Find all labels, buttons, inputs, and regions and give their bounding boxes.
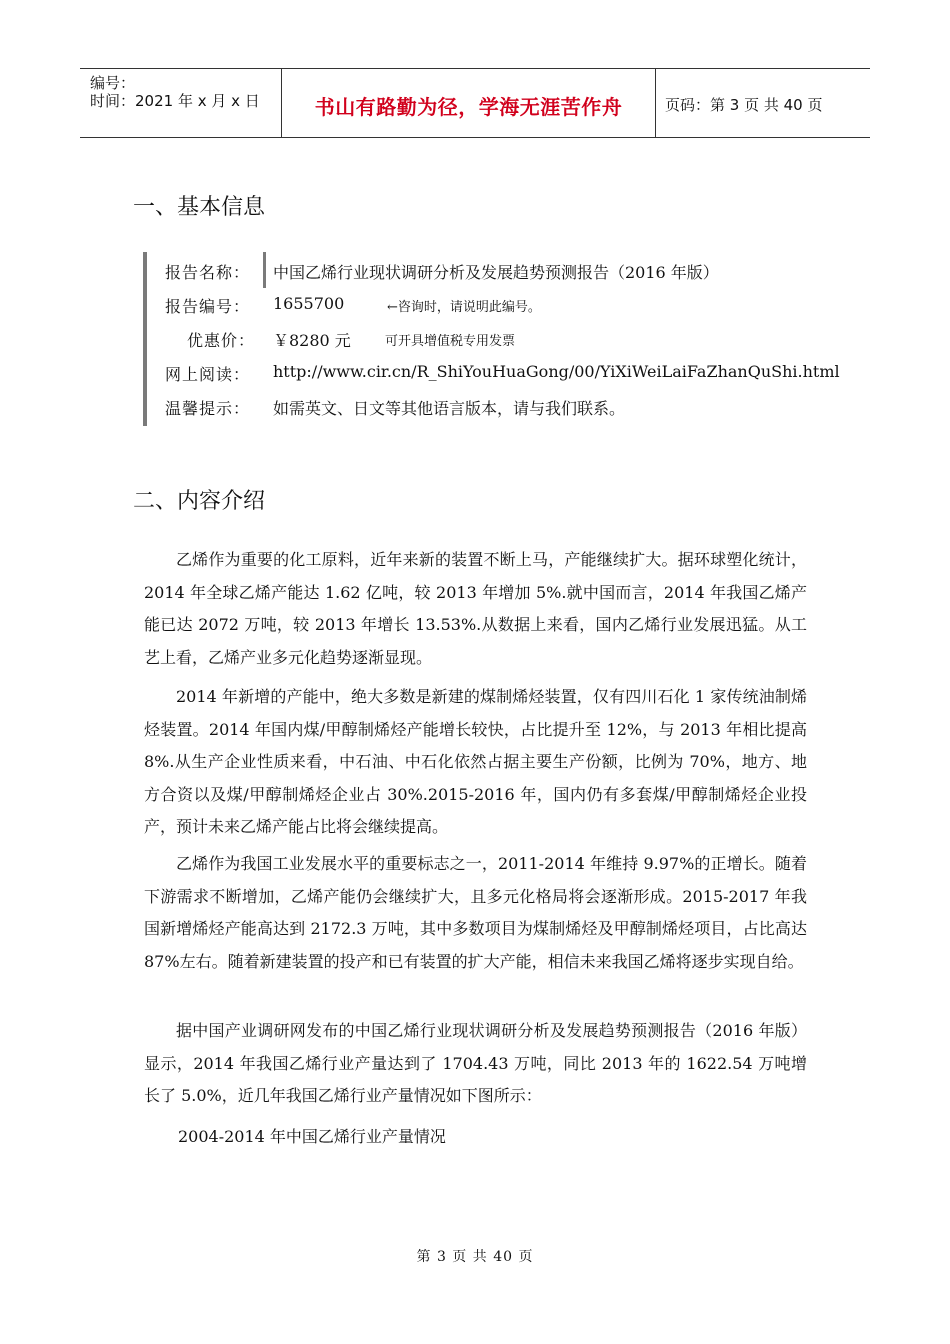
info-key: 报告编号：	[165, 297, 251, 316]
section-title-basic-info: 一、基本信息	[133, 195, 266, 220]
info-value: 如需英文、日文等其他语言版本，请与我们联系。	[273, 399, 626, 418]
info-note: ←咨询时，请说明此编号。	[387, 300, 541, 315]
info-value: 1655700	[273, 294, 345, 313]
motto: 书山有路勤为径，学海无涯苦作舟	[314, 95, 623, 119]
online-link[interactable]: http://www.cir.cn/R_ShiYouHuaGong/00/YiXiWeiLaiFaZhanQuShi.html	[273, 362, 840, 381]
figure-caption: 2004-2014 年中国乙烯行业产量情况	[178, 1127, 446, 1146]
section-title-content: 二、内容介绍	[133, 489, 266, 514]
body-paragraph: 2014 年新增的产能中，绝大多数是新建的煤制烯烃装置，仅有四川石化 1 家传统油制烯烃装置。2014 年国内煤/甲醇制烯烃产能增长较快，占比提升至 12%，与 2013 年相比提高 8%.从生产企业性质来看，中石油、中石化依然占据主要生产份额，比例为 70%，地方、地方合资以及煤/甲醇制烯烃企业占 30%.2015-2016 年，国内仍有多套煤/甲醇制烯烃企业投产，预计未来乙烯产能占比将会继续提高。	[144, 687, 807, 836]
date-line: 时间：2021 年 x 月 x 日	[90, 92, 260, 110]
page-footer: 第 3 页 共 40 页	[416, 1249, 534, 1265]
info-key: 温馨提示：	[165, 399, 251, 418]
info-block	[143, 252, 847, 426]
header-motto-cell	[281, 69, 656, 137]
info-key: 优惠价：	[187, 331, 256, 350]
body-paragraph: 据中国产业调研网发布的中国乙烯行业现状调研分析及发展趋势预测报告（2016 年版）显示，2014 年我国乙烯行业产量达到了 1704.43 万吨，同比 2013 年的 1622.54 万吨增长了 5.0%，近几年我国乙烯行业产量情况如下图所示：	[144, 1021, 807, 1105]
header-meta	[80, 69, 281, 137]
serial-label: 编号：	[90, 74, 136, 92]
info-key: 网上阅读：	[165, 365, 251, 384]
info-value: 中国乙烯行业现状调研分析及发展趋势预测报告（2016 年版）	[273, 263, 719, 282]
page-header	[80, 68, 870, 138]
page-info: 页码：第 3 页 共 40 页	[665, 96, 823, 114]
body-paragraph: 乙烯作为我国工业发展水平的重要标志之一，2011-2014 年维持 9.97%的正增长。随着下游需求不断增加，乙烯产能仍会继续扩大，且多元化格局将会逐渐形成。2015-2017 年我国新增烯烃产能高达到 2172.3 万吨，其中多数项目为煤制烯烃及甲醇制烯烃项目，占比高达 87%左右。随着新建装置的投产和已有装置的扩大产能，相信未来我国乙烯将逐步实现自给。	[144, 854, 807, 971]
info-note: 可开具增值税专用发票	[385, 334, 516, 349]
body-paragraph: 乙烯作为重要的化工原料，近年来新的装置不断上马，产能继续扩大。据环球塑化统计，2014 年全球乙烯产能达 1.62 亿吨，较 2013 年增加 5%.就中国而言，2014 年我国乙烯产能已达 2072 万吨，较 2013 年增长 13.53%.从数据上来看，国内乙烯行业发展迅猛。从工艺上看，乙烯产业多元化趋势逐渐显现。	[144, 550, 807, 667]
info-value: ￥8280 元	[273, 331, 351, 350]
info-marker	[263, 252, 266, 288]
info-key: 报告名称：	[165, 263, 251, 282]
